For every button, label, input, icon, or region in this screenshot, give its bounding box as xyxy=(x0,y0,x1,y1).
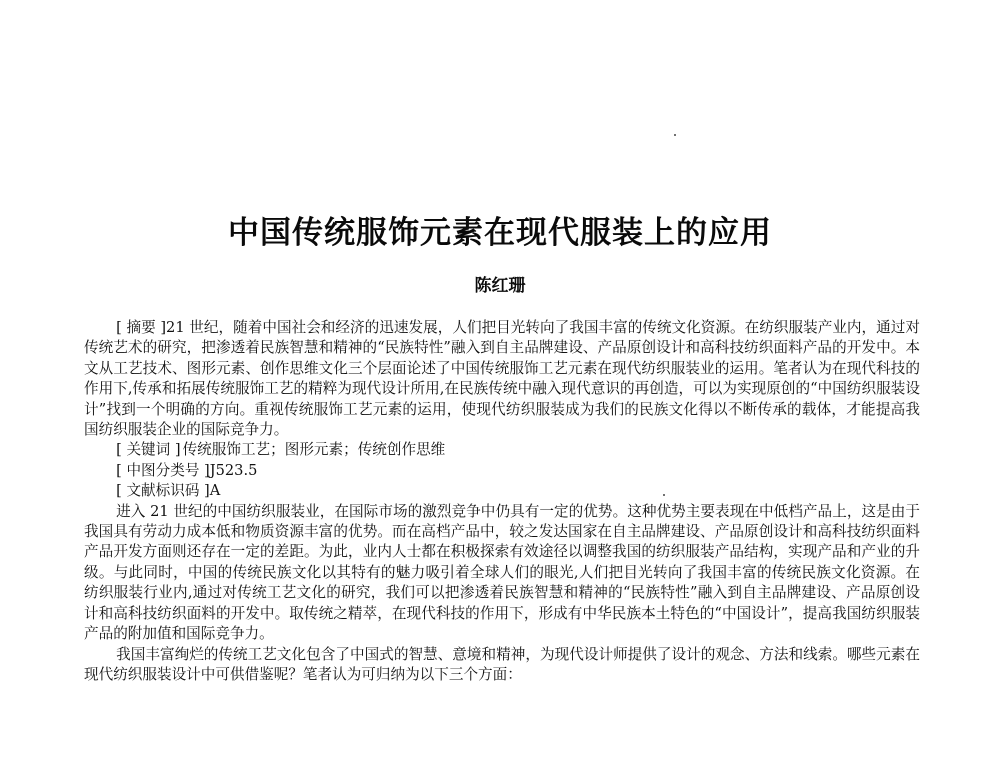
keywords-label: [ 关键词 ] xyxy=(116,441,181,459)
author-name: 陈红珊 xyxy=(474,276,526,296)
body-paragraph-1: 进入 21 世纪的中国纺织服装业，在国际市场的激烈竞争中仍具有一定的优势。这种优势主要表现在中低档产品上，这是由于我国具有劳动力成本低和物质资源丰富的优势。而在高档产品中，较之发达国家在自主品牌建设、产品原创设计和高科技纺织面料产品开发方面则还存在一定的差距。为此，业内人士都在积极探索有效途径以调整我国的纺织服装产品结构，实现产品和产业的升级。与此同时，中国的传统民族文化以其特有的魅力吸引着全球人们的眼光,人们把目光转向了我国丰富的传统民族文化资源。在纺织服装行业内,通过对传统工艺文化的研究，我们可以把渗透着民族智慧和精神的“民族特性”融入到自主品牌建设、产品原创设计和高科技纺织面料的开发中。取传统之精萃，在现代科技的作用下，形成有中华民族本土特色的“中国设计”，提高我国纺织服装产品的附加值和国际竞争力。 xyxy=(84,502,920,643)
doc-code-line xyxy=(84,481,920,501)
body-paragraph-2: 我国丰富绚烂的传统工艺文化包含了中国式的智慧、意境和精神，为现代设计师提供了设计的观念、方法和线索。哪些元素在现代纺织服装设计中可供借鉴呢？笔者认为可归纳为以下三个方面： xyxy=(84,645,920,683)
doc-code-label: [ 文献标识码 ] xyxy=(116,482,210,500)
classification-text: J523.5 xyxy=(209,461,258,479)
doc-code-text: A xyxy=(209,482,221,500)
keywords-text: 传统服饰工艺；图形元素；传统创作思维 xyxy=(182,441,446,459)
abstract-paragraph xyxy=(84,318,920,440)
classification-line xyxy=(84,461,920,481)
keywords-line xyxy=(84,440,920,460)
abstract-label: [ 摘要 ] xyxy=(116,319,167,336)
paper-title: 中国传统服饰元素在现代服装上的应用 xyxy=(228,215,772,251)
scan-speck xyxy=(674,134,676,136)
classification-label: [ 中图分类号 ] xyxy=(116,461,210,479)
abstract-text: 21 世纪，随着中国社会和经济的迅速发展，人们把目光转向了我国丰富的传统文化资源。在纺织服装产业内，通过对传统艺术的研究，把渗透着民族智慧和精神的“民族特性”融入到自主品牌建设、产品原创设计和高科技纺织面料产品的开发中。本文从工艺技术、图形元素、创作思维文化三个层面论述了中国传统服饰工艺元素在现代纺织服装业的运用。笔者认为在现代科技的作用下,传承和拓展传统服饰工艺的精粹为现代设计所用,在民族传统中融入现代意识的再创造，可以为实现原创的“中国纺织服装设计”找到一个明确的方向。重视传统服饰工艺元素的运用，使现代纺织服装成为我们的民族文化得以不断传承的载体，才能提高我国纺织服装企业的国际竞争力。 xyxy=(84,319,920,439)
paper-body xyxy=(84,318,920,685)
